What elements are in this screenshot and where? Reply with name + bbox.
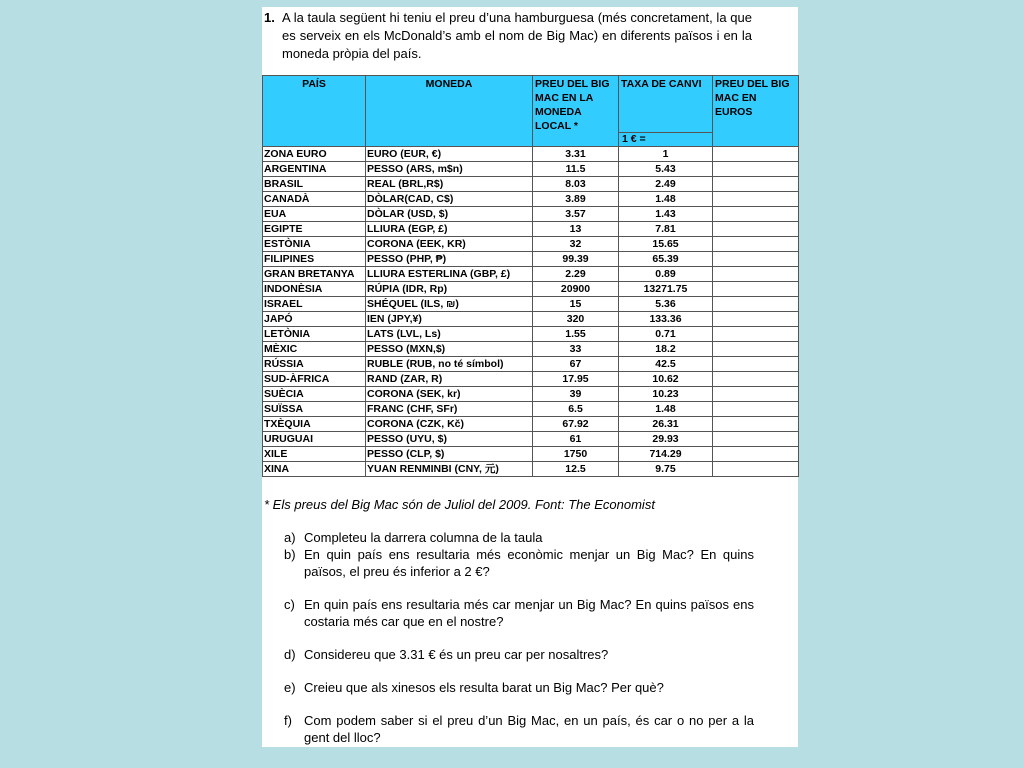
local-price-cell: 32 [533, 237, 619, 252]
exchange-rate-cell: 1.43 [619, 207, 713, 222]
question-text: Creieu que als xinesos els resulta barat un Big Mac? Per què? [304, 680, 664, 695]
local-price-cell: 67.92 [533, 417, 619, 432]
currency-cell: YUAN RENMINBI (CNY, 元) [366, 462, 533, 477]
local-price-cell: 33 [533, 342, 619, 357]
table-row [263, 432, 799, 447]
table-row [263, 267, 799, 282]
table-row [263, 207, 799, 222]
worksheet-page [262, 7, 798, 747]
header-currency: MONEDA [366, 76, 533, 147]
country-cell: RÚSSIA [263, 357, 366, 372]
exercise-number: 1. [264, 10, 275, 25]
currency-cell: PESSO (PHP, ₱) [366, 252, 533, 267]
currency-cell: LLIURA ESTERLINA (GBP, £) [366, 267, 533, 282]
currency-cell: REAL (BRL,R$) [366, 177, 533, 192]
table-row [263, 162, 799, 177]
question-item [284, 546, 754, 580]
exchange-rate-cell: 10.23 [619, 387, 713, 402]
question-text: Considereu que 3.31 € és un preu car per nosaltres? [304, 647, 609, 662]
currency-cell: IEN (JPY,¥) [366, 312, 533, 327]
country-cell: CANADÀ [263, 192, 366, 207]
exchange-rate-cell: 1.48 [619, 402, 713, 417]
euro-price-cell[interactable] [713, 297, 799, 312]
currency-cell: CORONA (EEK, KR) [366, 237, 533, 252]
country-cell: XILE [263, 447, 366, 462]
currency-cell: FRANC (CHF, SFr) [366, 402, 533, 417]
euro-price-cell[interactable] [713, 387, 799, 402]
local-price-cell: 8.03 [533, 177, 619, 192]
euro-price-cell[interactable] [713, 417, 799, 432]
question-item [284, 679, 754, 696]
question-marker: b) [284, 547, 296, 562]
table-row [263, 327, 799, 342]
euro-price-cell[interactable] [713, 402, 799, 417]
euro-price-cell[interactable] [713, 432, 799, 447]
exchange-rate-cell: 9.75 [619, 462, 713, 477]
exchange-rate-cell: 29.93 [619, 432, 713, 447]
exchange-rate-cell: 714.29 [619, 447, 713, 462]
exchange-rate-cell: 5.36 [619, 297, 713, 312]
question-marker: d) [284, 647, 296, 662]
currency-cell: SHÉQUEL (ILS, ₪) [366, 297, 533, 312]
country-cell: BRASIL [263, 177, 366, 192]
local-price-cell: 12.5 [533, 462, 619, 477]
table-row [263, 297, 799, 312]
exchange-rate-cell: 42.5 [619, 357, 713, 372]
country-cell: XINA [263, 462, 366, 477]
question-marker: c) [284, 597, 295, 612]
big-mac-table [262, 75, 799, 477]
currency-cell: PESSO (UYU, $) [366, 432, 533, 447]
currency-cell: LLIURA (EGP, £) [366, 222, 533, 237]
exchange-rate-cell: 2.49 [619, 177, 713, 192]
currency-cell: CORONA (CZK, Kč) [366, 417, 533, 432]
local-price-cell: 39 [533, 387, 619, 402]
local-price-cell: 6.5 [533, 402, 619, 417]
footnote: * Els preus del Big Mac són de Juliol del 2009. Font: The Economist [264, 497, 655, 512]
euro-price-cell[interactable] [713, 282, 799, 297]
local-price-cell: 11.5 [533, 162, 619, 177]
table-row [263, 177, 799, 192]
exchange-rate-cell: 5.43 [619, 162, 713, 177]
country-cell: GRAN BRETANYA [263, 267, 366, 282]
exchange-rate-cell: 18.2 [619, 342, 713, 357]
country-cell: INDONÈSIA [263, 282, 366, 297]
exchange-rate-cell: 10.62 [619, 372, 713, 387]
local-price-cell: 99.39 [533, 252, 619, 267]
country-cell: SUD-ÀFRICA [263, 372, 366, 387]
country-cell: EGIPTE [263, 222, 366, 237]
local-price-cell: 2.29 [533, 267, 619, 282]
euro-price-cell[interactable] [713, 222, 799, 237]
euro-price-cell[interactable] [713, 312, 799, 327]
table-row [263, 237, 799, 252]
question-item [284, 596, 754, 630]
question-marker: f) [284, 713, 292, 728]
question-marker: a) [284, 530, 296, 545]
euro-price-cell[interactable] [713, 147, 799, 162]
currency-cell: PESSO (CLP, $) [366, 447, 533, 462]
question-text: Com podem saber si el preu d’un Big Mac, en un país, és car o no per a la gent del lloc? [304, 713, 754, 745]
table-row [263, 372, 799, 387]
currency-cell: RUBLE (RUB, no té símbol) [366, 357, 533, 372]
header-exchange-rate: TAXA DE CANVI [619, 76, 713, 133]
question-text: En quin país ens resultaria més car menjar un Big Mac? En quins països ens costaria més car que en el nostre? [304, 597, 754, 629]
euro-price-cell[interactable] [713, 342, 799, 357]
question-marker: e) [284, 680, 296, 695]
question-item [284, 646, 754, 663]
table-row [263, 462, 799, 477]
exchange-rate-cell: 133.36 [619, 312, 713, 327]
exchange-rate-cell: 0.89 [619, 267, 713, 282]
country-cell: FILIPINES [263, 252, 366, 267]
country-cell: SUÈCIA [263, 387, 366, 402]
exchange-rate-cell: 1 [619, 147, 713, 162]
table-row [263, 222, 799, 237]
euro-price-cell[interactable] [713, 162, 799, 177]
local-price-cell: 3.31 [533, 147, 619, 162]
euro-price-cell[interactable] [713, 267, 799, 282]
questions-list [284, 529, 754, 746]
local-price-cell: 61 [533, 432, 619, 447]
euro-price-cell[interactable] [713, 207, 799, 222]
country-cell: LETÒNIA [263, 327, 366, 342]
local-price-cell: 67 [533, 357, 619, 372]
country-cell: MÈXIC [263, 342, 366, 357]
country-cell: SUÏSSA [263, 402, 366, 417]
exchange-rate-cell: 15.65 [619, 237, 713, 252]
currency-cell: RAND (ZAR, R) [366, 372, 533, 387]
currency-cell: EURO (EUR, €) [366, 147, 533, 162]
exchange-rate-cell: 65.39 [619, 252, 713, 267]
country-cell: EUA [263, 207, 366, 222]
table-row [263, 417, 799, 432]
exchange-rate-cell: 13271.75 [619, 282, 713, 297]
currency-cell: RÚPIA (IDR, Rp) [366, 282, 533, 297]
exercise-text: A la taula següent hi teniu el preu d’una hamburguesa (més concretament, la que es serveix en els McDonald’s amb el nom de Big Mac) en diferents països i en la moneda pròpia del país. [282, 10, 752, 61]
local-price-cell: 3.57 [533, 207, 619, 222]
local-price-cell: 17.95 [533, 372, 619, 387]
question-item [284, 529, 754, 546]
euro-price-cell[interactable] [713, 252, 799, 267]
euro-price-cell[interactable] [713, 447, 799, 462]
country-cell: TXÈQUIA [263, 417, 366, 432]
country-cell: ESTÒNIA [263, 237, 366, 252]
table-row [263, 357, 799, 372]
euro-price-cell[interactable] [713, 192, 799, 207]
table-row [263, 387, 799, 402]
country-cell: URUGUAI [263, 432, 366, 447]
currency-cell: LATS (LVL, Ls) [366, 327, 533, 342]
question-item [284, 712, 754, 746]
header-euro-price: PREU DEL BIG MAC EN EUROS [713, 76, 799, 147]
exchange-rate-cell: 7.81 [619, 222, 713, 237]
currency-cell: DÒLAR (USD, $) [366, 207, 533, 222]
question-text: Completeu la darrera columna de la taula [304, 530, 543, 545]
country-cell: ISRAEL [263, 297, 366, 312]
header-rate-note: 1 € = [619, 133, 713, 147]
currency-cell: PESSO (MXN,$) [366, 342, 533, 357]
table-row [263, 147, 799, 162]
euro-price-cell[interactable] [713, 357, 799, 372]
table-row [263, 402, 799, 417]
table-row [263, 342, 799, 357]
table-row [263, 192, 799, 207]
local-price-cell: 15 [533, 297, 619, 312]
currency-cell: PESSO (ARS, m$n) [366, 162, 533, 177]
currency-cell: DÒLAR(CAD, C$) [366, 192, 533, 207]
country-cell: ARGENTINA [263, 162, 366, 177]
exchange-rate-cell: 0.71 [619, 327, 713, 342]
euro-price-cell[interactable] [713, 462, 799, 477]
header-country: PAÍS [263, 76, 366, 147]
euro-price-cell[interactable] [713, 237, 799, 252]
exchange-rate-cell: 1.48 [619, 192, 713, 207]
country-cell: JAPÓ [263, 312, 366, 327]
table-row [263, 252, 799, 267]
header-local-price: PREU DEL BIG MAC EN LA MONEDA LOCAL * [533, 76, 619, 147]
local-price-cell: 1.55 [533, 327, 619, 342]
euro-price-cell[interactable] [713, 327, 799, 342]
local-price-cell: 20900 [533, 282, 619, 297]
local-price-cell: 3.89 [533, 192, 619, 207]
local-price-cell: 13 [533, 222, 619, 237]
currency-cell: CORONA (SEK, kr) [366, 387, 533, 402]
question-text: En quin país ens resultaria més econòmic menjar un Big Mac? En quins països, el preu és inferior a 2 €? [304, 547, 754, 579]
table-row [263, 447, 799, 462]
local-price-cell: 320 [533, 312, 619, 327]
euro-price-cell[interactable] [713, 177, 799, 192]
exchange-rate-cell: 26.31 [619, 417, 713, 432]
table-row [263, 282, 799, 297]
local-price-cell: 1750 [533, 447, 619, 462]
table-row [263, 312, 799, 327]
euro-price-cell[interactable] [713, 372, 799, 387]
country-cell: ZONA EURO [263, 147, 366, 162]
